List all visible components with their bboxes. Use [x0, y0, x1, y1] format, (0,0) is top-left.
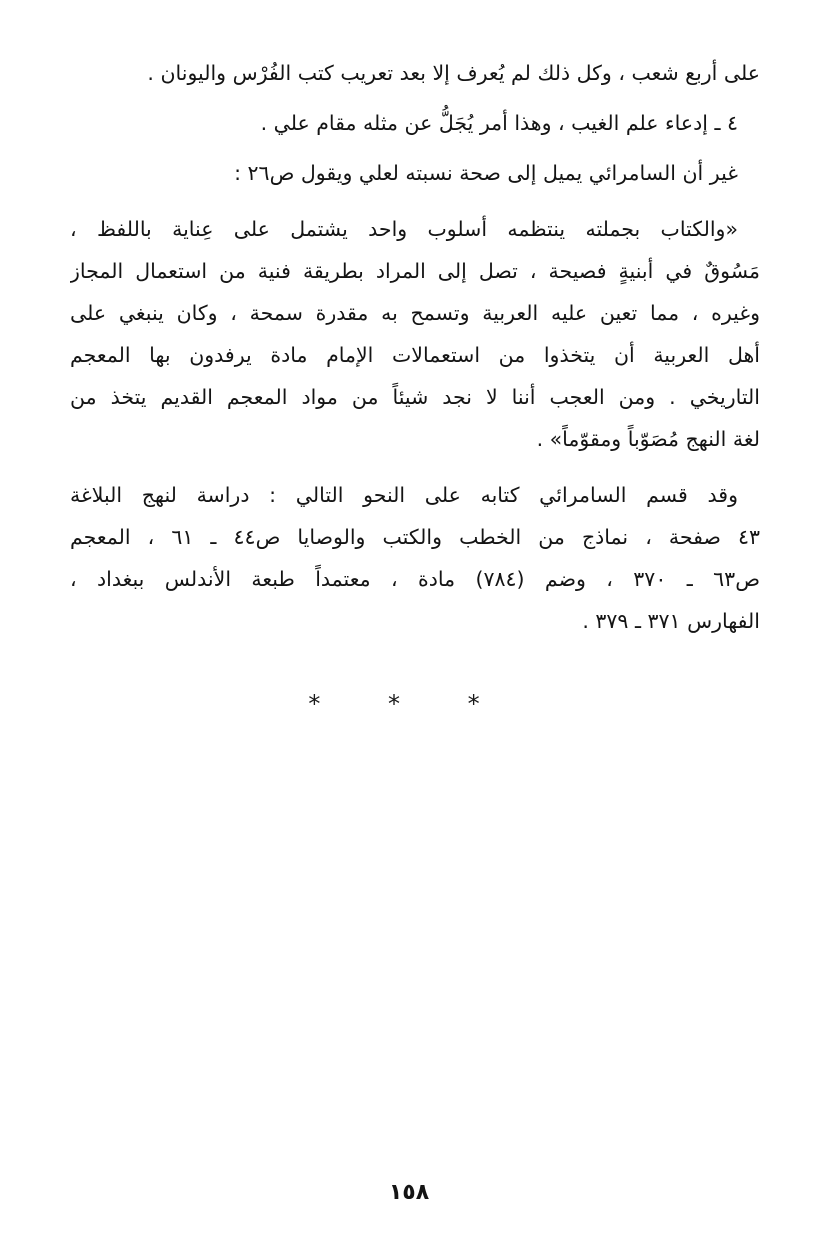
text-line: على أربع شعب ، وكل ذلك لم يُعرف إلا بعد تعريب كتب الفُرْس واليونان .: [147, 61, 760, 85]
text-line: مَسُوقٌ في أبنيةٍ فصيحة ، تصل إلى المراد بطريقة فنية من استعمال المجاز: [70, 259, 760, 283]
text-line: وقد قسم السامرائي كتابه على النحو التالي : دراسة لنهج البلاغة: [70, 483, 738, 507]
paragraph-continuation: [70, 52, 760, 94]
text-line: وغيره ، مما تعين عليه العربية وتسمح به مقدرة سمحة ، وكان ينبغي على: [70, 301, 760, 325]
text-line: غير أن السامرائي يميل إلى صحة نسبته لعلي ويقول ص٢٦ :: [234, 161, 738, 185]
paragraph-samarrai-opinion: [70, 152, 760, 194]
text-line: ص٦٣ ـ ٣٧٠ ، وضم (٧٨٤) مادة ، معتمداً طبعة الأندلس ببغداد ،: [70, 567, 760, 591]
section-separator: * * *: [308, 690, 510, 718]
text-line: «والكتاب بجملته ينتظمه أسلوب واحد يشتمل على عِناية باللفظ ،: [70, 217, 738, 241]
text-line: التاريخي . ومن العجب أننا لا نجد شيئاً من مواد المعجم القديم يتخذ من: [70, 385, 760, 409]
quotation-block: [70, 208, 760, 460]
text-line: ٤ ـ إدعاء علم الغيب ، وهذا أمر يُجَلُّ عن مثله مقام علي .: [260, 111, 738, 135]
text-line: الفهارس ٣٧١ ـ ٣٧٩ .: [582, 609, 760, 633]
page-number: ١٥٨: [388, 1180, 430, 1205]
text-line: أهل العربية أن يتخذوا من استعمالات الإمام مادة يرفدون بها المعجم: [70, 343, 760, 367]
text-line: ٤٣ صفحة ، نماذج من الخطب والكتب والوصايا ص٤٤ ـ ٦١ ، المعجم: [70, 525, 760, 549]
page-body: [70, 52, 760, 642]
text-line: لغة النهج مُصَوّباً ومقوّماً» .: [536, 427, 760, 451]
paragraph-book-structure: [70, 474, 760, 642]
paragraph-point-4: [70, 102, 760, 144]
